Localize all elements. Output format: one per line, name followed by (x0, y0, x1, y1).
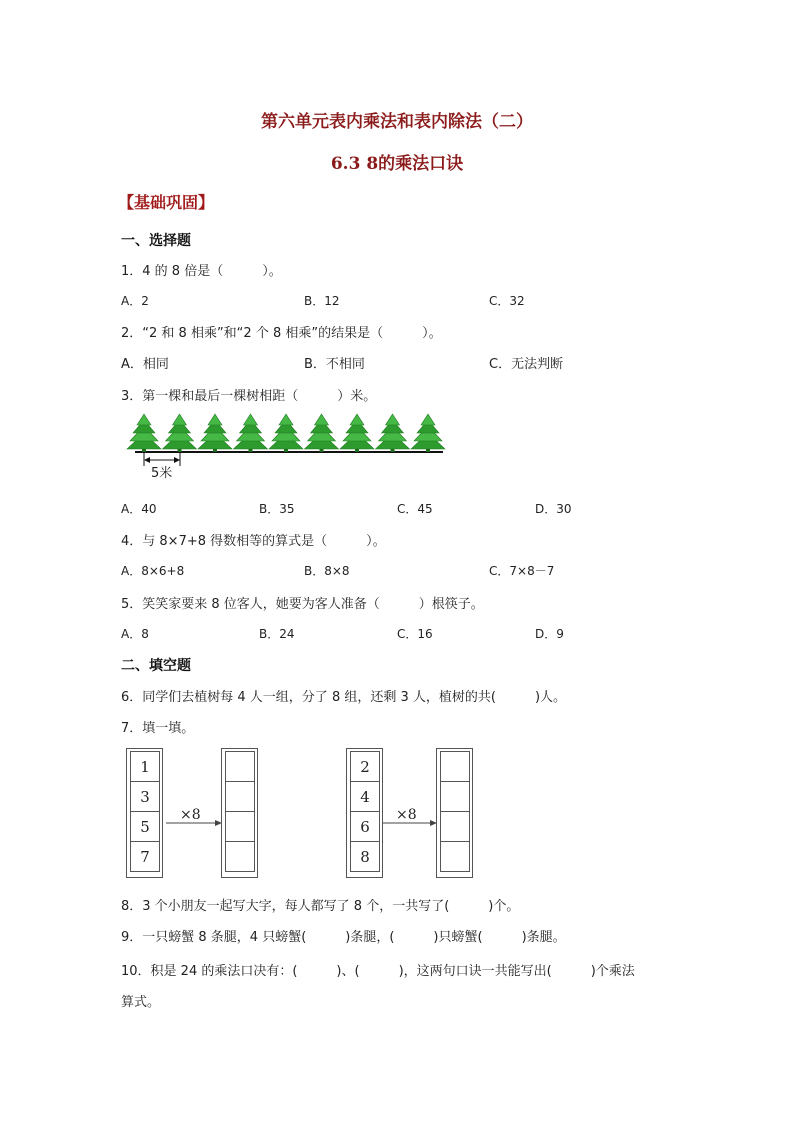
q1-option-a: A．2 (121, 294, 149, 308)
q3-option-a: A．40 (121, 502, 157, 516)
left-arrow (166, 818, 222, 828)
q3-option-b: B．35 (259, 502, 295, 516)
right-input-cell: 4 (351, 782, 380, 812)
measure-arrow-right (174, 457, 180, 463)
question-10-line2: 算式。 (121, 995, 161, 1010)
left-input-frame (126, 748, 163, 878)
question-1: 1．4 的 8 倍是（ ）。 (121, 264, 282, 279)
right-input-frame (346, 748, 383, 878)
q4-option-b: B．8×8 (304, 564, 350, 578)
left-input-cell: 5 (131, 812, 160, 842)
question-6: 6．同学们去植树每 4 人一组，分了 8 组，还剩 3 人，植树的共( )人。 (121, 690, 567, 705)
q4-option-c: C．7×8－7 (489, 564, 555, 578)
distance-label: 5米 (151, 466, 173, 481)
q5-option-b: B．24 (259, 627, 295, 641)
q3-option-c: C．45 (397, 502, 433, 516)
q1-option-c: C．32 (489, 294, 525, 308)
question-10-line1: 10．积是 24 的乘法口决有：( )、( )，这两句口诀一共能写出( )个乘法 (121, 964, 635, 979)
left-input-cell: 7 (131, 842, 160, 872)
right-answer-frame (436, 748, 473, 878)
question-4: 4．与 8×7+8 得数相等的算式是（ ）。 (121, 534, 386, 549)
q2-option-b: B．不相同 (304, 357, 365, 372)
section-label: 【基础巩固】 (118, 193, 215, 212)
left-operator-label: ×8 (180, 807, 201, 823)
tree-icon (340, 414, 374, 452)
left-answer-frame (221, 748, 258, 878)
left-input-cell: 1 (131, 752, 160, 782)
q1-option-b: B．12 (304, 294, 340, 308)
right-operator-label: ×8 (396, 807, 417, 823)
q5-option-d: D．9 (535, 627, 564, 641)
q5-option-c: C．16 (397, 627, 433, 641)
measure-arrow-left (144, 457, 150, 463)
question-7: 7．填一填。 (121, 721, 195, 736)
part1-heading: 一、选择题 (121, 233, 191, 249)
right-input-cell: 6 (351, 812, 380, 842)
tree-row-illustration (125, 412, 455, 484)
q4-option-a: A．8×6+8 (121, 564, 185, 578)
tree-icon (411, 414, 445, 452)
right-arrow (383, 818, 437, 828)
tree-icon (376, 414, 410, 452)
question-3: 3．第一棵和最后一棵树相距（ ）米。 (121, 389, 377, 404)
question-2: 2．“2 和 8 相乘”和“2 个 8 相乘”的结果是（ ）。 (121, 326, 442, 341)
tree-icon (305, 414, 339, 452)
left-input-cell: 3 (131, 782, 160, 812)
question-9: 9．一只螃蟹 8 条腿，4 只螃蟹( )条腿，( )只螃蟹( )条腿。 (121, 930, 566, 945)
q3-option-d: D．30 (535, 502, 572, 516)
question-8: 8．3 个小朋友一起写大字，每人都写了 8 个，一共写了( )个。 (121, 899, 520, 914)
part2-heading: 二、填空题 (121, 658, 191, 674)
page-subtitle: 6.3 8的乘法口诀 (330, 154, 464, 174)
tree-icon (198, 414, 232, 452)
question-5: 5．笑笑家要来 8 位客人，她要为客人准备（ ）根筷子。 (121, 597, 484, 612)
tree-icon (234, 414, 268, 452)
q2-option-c: C．无法判断 (489, 357, 564, 372)
tree-icon (163, 414, 197, 452)
right-input-cell: 8 (351, 842, 380, 872)
right-input-cell: 2 (351, 752, 380, 782)
q2-option-a: A．相同 (121, 357, 169, 372)
page-title: 第六单元表内乘法和表内除法（二） (261, 112, 533, 132)
q5-option-a: A．8 (121, 627, 149, 641)
tree-icon (127, 414, 161, 452)
tree-icon (269, 414, 303, 452)
